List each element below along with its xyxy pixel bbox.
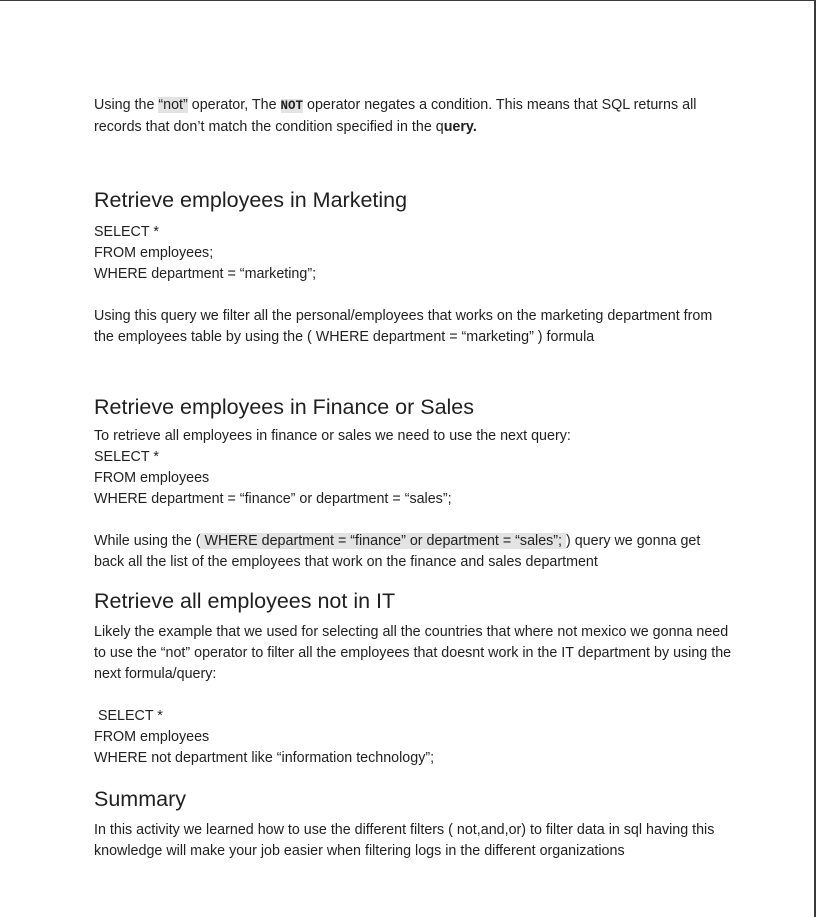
not-code: NOT <box>280 99 304 113</box>
explanation-prefix: While using the ( <box>94 533 201 549</box>
marketing-explanation: Using this query we filter all the personal/employees that works on the marketing department from the employees table by using the ( WHERE department = “marketing” ) formula <box>94 308 713 345</box>
explanation-suffix: ) query we gonna get back all the list of the employees that work on the finance and sales department <box>94 533 701 570</box>
page-edge-top <box>0 0 815 1</box>
code-line: FROM employees <box>94 470 210 486</box>
intro-text-1: Using the <box>94 97 159 113</box>
code-line: FROM employees; <box>94 245 214 261</box>
finance-explanation <box>94 531 734 573</box>
intro-paragraph <box>94 95 734 138</box>
heading-summary: Summary <box>94 787 186 811</box>
not-it-intro: Likely the example that we used for selecting all the countries that where not mexico we gonna need to use the “not” operator to filter all the employees that doesnt work in the IT department by using the next formula/query: <box>94 624 732 682</box>
summary-text: In this activity we learned how to use the different filters ( not,and,or) to filter data in sql having this knowledge will make your job easier when filtering logs in the different organizations <box>94 822 715 859</box>
code-line: FROM employees <box>94 729 210 745</box>
document-body <box>94 95 734 862</box>
heading-marketing: Retrieve employees in Marketing <box>94 188 408 212</box>
code-line: SELECT * <box>94 708 163 724</box>
finance-sales-query <box>94 447 734 510</box>
code-line: WHERE department = “finance” or department = “sales”; <box>94 491 452 507</box>
not-highlight: “not” <box>158 97 188 113</box>
intro-text-2: operator, The <box>187 97 281 113</box>
code-line: SELECT * <box>94 449 159 465</box>
marketing-query <box>94 222 734 285</box>
finance-intro: To retrieve all employees in finance or sales we need to use the next query: <box>94 428 571 444</box>
intro-bold-tail: uery. <box>443 119 477 135</box>
heading-not-it: Retrieve all employees not in IT <box>94 589 396 613</box>
not-it-query <box>94 706 734 769</box>
intro-text-3: operator negates a condition. This means that SQL returns all records that don’t match the condition specified in the q <box>94 97 697 135</box>
heading-finance-sales: Retrieve employees in Finance or Sales <box>94 395 475 419</box>
code-line: WHERE not department like “information technology”; <box>94 750 435 766</box>
code-line: WHERE department = “marketing”; <box>94 266 317 282</box>
query-highlight: WHERE department = “finance” or department = “sales”; <box>200 533 566 549</box>
code-line: SELECT * <box>94 224 159 240</box>
